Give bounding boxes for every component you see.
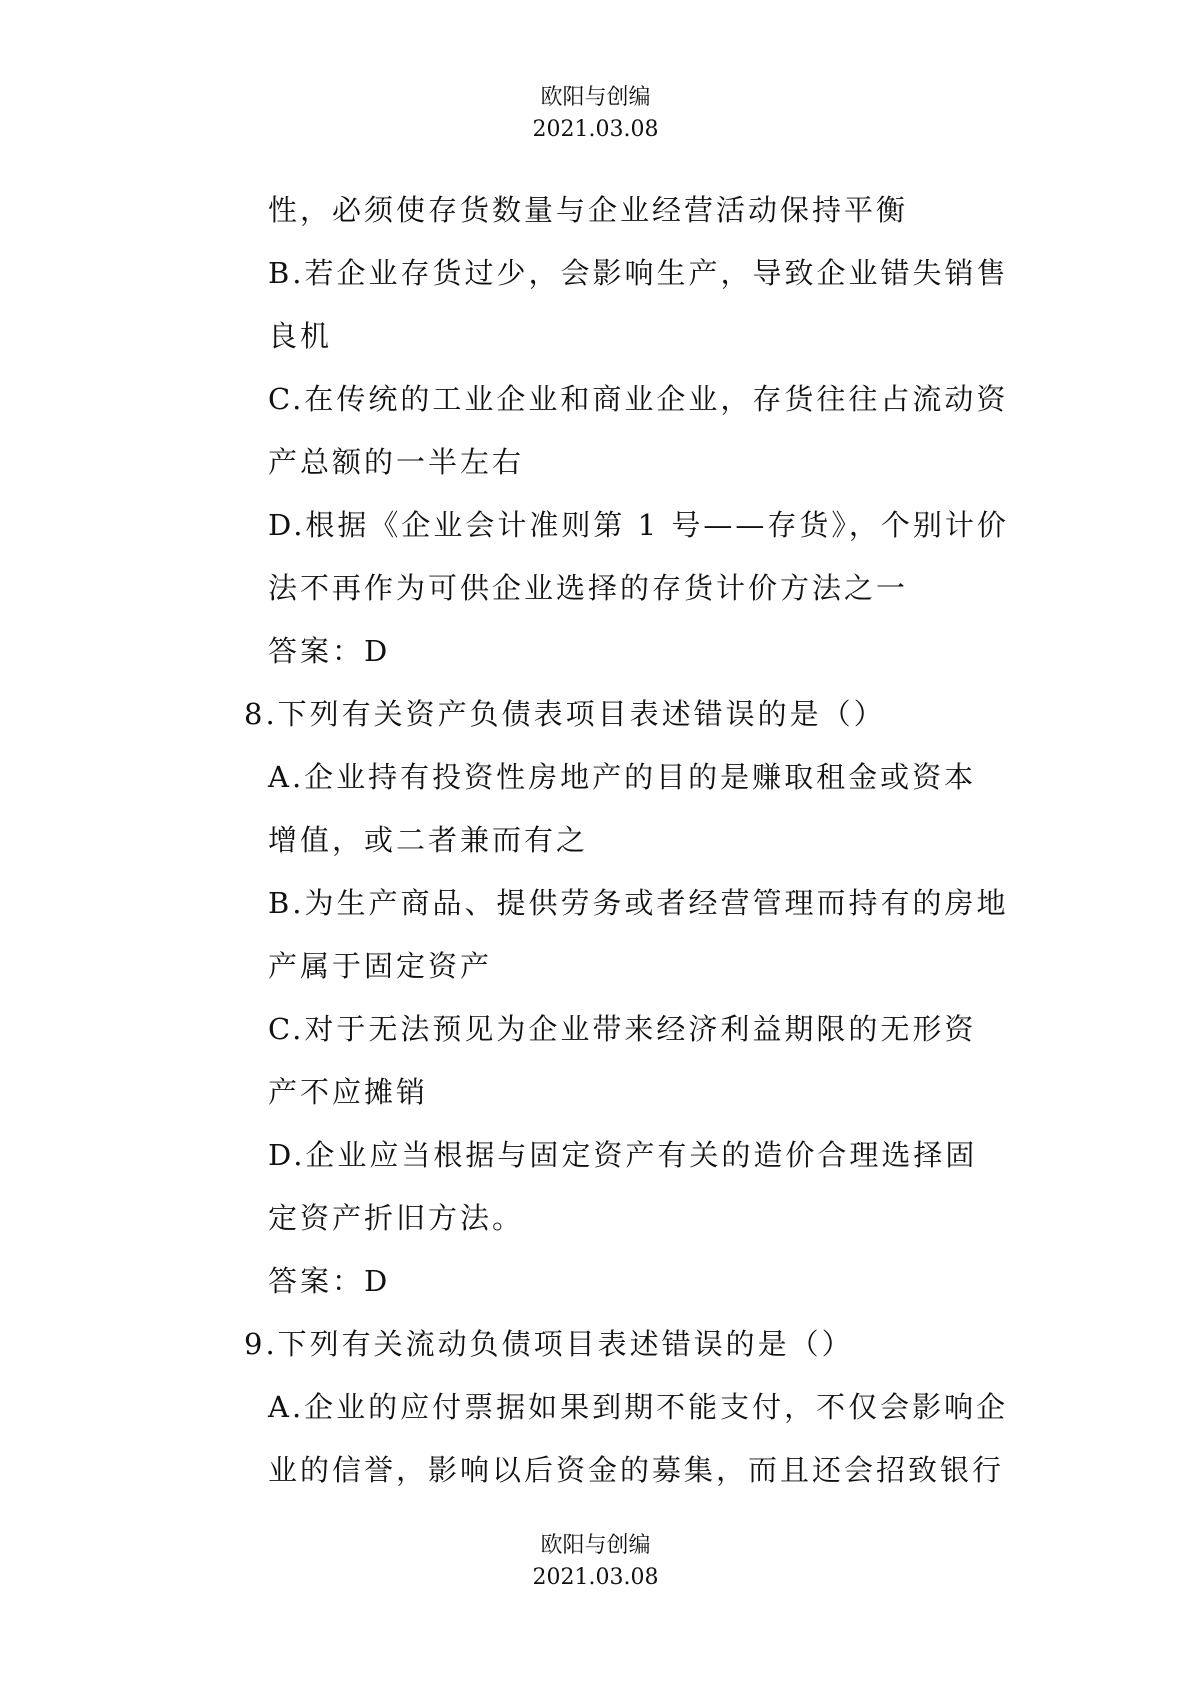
page-header bbox=[0, 82, 1191, 146]
question-line: 9.下列有关流动负债项目表述错误的是（） bbox=[244, 1327, 854, 1361]
text-line: A.企业的应付票据如果到期不能支付，不仅会影响企 bbox=[268, 1390, 1009, 1424]
text-line: 产不应摊销 bbox=[268, 1075, 429, 1109]
header-date: 2021.03.08 bbox=[532, 117, 659, 142]
page-footer bbox=[0, 1530, 1191, 1594]
text-line: 产属于固定资产 bbox=[268, 949, 493, 983]
answer-line: 答案：D bbox=[268, 1264, 391, 1298]
footer-author: 欧阳与创编 bbox=[540, 1533, 651, 1558]
text-line: D.根据《企业会计准则第 1 号——存货》，个别计价 bbox=[268, 508, 1009, 542]
text-line: 良机 bbox=[268, 319, 333, 353]
text-line: 业的信誉，影响以后资金的募集，而且还会招致银行 bbox=[268, 1453, 1005, 1487]
text-line: C.在传统的工业企业和商业企业，存货往往占流动资 bbox=[268, 382, 1009, 416]
text-line: 增值，或二者兼而有之 bbox=[268, 823, 589, 857]
text-line: 定资产折旧方法。 bbox=[268, 1201, 525, 1235]
text-line: 性，必须使存货数量与企业经营活动保持平衡 bbox=[268, 193, 909, 227]
question-line: 8.下列有关资产负债表项目表述错误的是（） bbox=[244, 697, 886, 731]
text-line: 法不再作为可供企业选择的存货计价方法之一 bbox=[268, 571, 909, 605]
header-author: 欧阳与创编 bbox=[540, 85, 651, 110]
text-line: 产总额的一半左右 bbox=[268, 445, 525, 479]
answer-line: 答案：D bbox=[268, 634, 391, 668]
footer-date: 2021.03.08 bbox=[532, 1565, 659, 1590]
text-line: C.对于无法预见为企业带来经济利益期限的无形资 bbox=[268, 1012, 977, 1046]
text-line: B.若企业存货过少，会影响生产，导致企业错失销售 bbox=[268, 256, 1009, 290]
text-line: B.为生产商品、提供劳务或者经营管理而持有的房地 bbox=[268, 886, 1009, 920]
text-line: A.企业持有投资性房地产的目的是赚取租金或资本 bbox=[268, 760, 977, 794]
text-line: D.企业应当根据与固定资产有关的造价合理选择固 bbox=[268, 1138, 978, 1172]
